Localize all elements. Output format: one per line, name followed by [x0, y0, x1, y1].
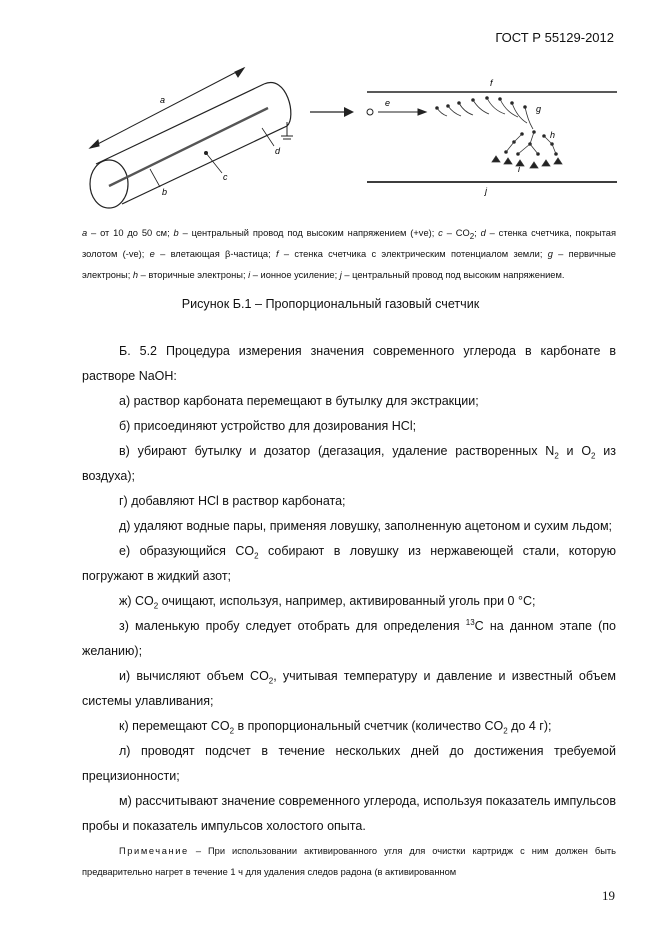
legend-text-e: – влетающая β-частица;	[154, 249, 276, 259]
legend-text-b: – центральный провод под высоким напряжением (+ve);	[178, 228, 439, 238]
item-z-text: з) маленькую пробу следует отобрать для определения	[119, 619, 466, 633]
item-k-sub: 2	[229, 726, 235, 736]
incoming-beta-particle	[367, 109, 426, 115]
item-i-text: , учитывая температуру и давление и известный объем системы улавливания;	[82, 669, 616, 708]
legend-key-e: e	[149, 249, 155, 259]
figure-label-j: j	[485, 186, 487, 196]
note-label: Примечание	[119, 846, 189, 856]
item-k-sub: 2	[503, 726, 508, 736]
item-v-sub: 2	[554, 451, 559, 461]
electron-cascade	[436, 97, 562, 168]
item-i-sub: 2	[268, 676, 274, 686]
item-zh-text: очищают, используя, например, активированный уголь при 0 °С;	[158, 594, 536, 608]
legend-tail-c: ;	[474, 228, 481, 238]
document-header: ГОСТ Р 55129-2012	[495, 30, 614, 45]
list-item	[82, 614, 616, 664]
legend-text-g: – первичные электроны;	[82, 249, 616, 280]
list-item	[82, 589, 616, 614]
item-z-text: C на данном этапе (по желанию);	[82, 619, 616, 658]
item-v-text: в) убирают бутылку и дозатор (дегазация, удаление растворенных N	[119, 444, 555, 458]
figure-label-i: i	[518, 164, 520, 174]
procedure-body	[82, 339, 616, 883]
list-item: б) присоединяют устройство для дозирования HCl;	[119, 419, 417, 433]
item-e-text: собирают в ловушку из нержавеющей стали, которую погружают в жидкий азот;	[82, 544, 616, 583]
item-v-sub: 2	[591, 451, 596, 461]
item-i-text: и) вычисляют объем CO	[119, 669, 269, 683]
item-k-text: к) перемещают CO	[119, 719, 230, 733]
ground-symbol	[281, 122, 293, 139]
list-item	[82, 714, 616, 739]
legend-key-c: c	[438, 228, 443, 238]
legend-text-j: – центральный провод под высоким напряжением.	[341, 270, 565, 280]
legend-key-h: h	[132, 270, 139, 280]
item-v-text: и O	[558, 444, 592, 458]
list-item: д) удаляют водные пары, применяя ловушку, заполненную ацетоном и сухим льдом;	[119, 519, 613, 533]
figure-label-a: a	[160, 95, 166, 105]
legend-key-b: b	[173, 228, 179, 238]
item-z-sup: 13	[465, 617, 475, 627]
legend-text-f: – стенка счетчика с электрическим потенциалом земли;	[278, 249, 548, 259]
legend-text-a: – от 10 до 50 см;	[87, 228, 174, 238]
item-k-text: в пропорциональный счетчик (количество CO	[234, 719, 504, 733]
legend-key-f: f	[275, 249, 279, 259]
figure-label-f: f	[490, 78, 493, 88]
figure-label-c: c	[223, 172, 228, 182]
figure-label-e: e	[385, 98, 391, 108]
list-item: а) раствор карбоната перемещают в бутылку для экстракции;	[119, 394, 479, 408]
figure-legend	[82, 223, 616, 286]
list-item: м) рассчитывают значение современного углерода, используя показатель импульсов пробы и показатель импульсов холостого опыта.	[82, 794, 616, 833]
legend-key-i: i	[248, 270, 251, 280]
procedure-intro: Б. 5.2 Процедура измерения значения современного углерода в карбонате в растворе NaOH:	[82, 344, 616, 383]
legend-key-g: g	[547, 249, 553, 259]
item-zh-text: ж) CO	[119, 594, 154, 608]
legend-key-d: d	[480, 228, 486, 238]
list-item	[82, 664, 616, 714]
figure-label-h: h	[550, 130, 556, 140]
page-number: 19	[602, 888, 615, 903]
legend-text-i: – ионное усиление;	[250, 270, 340, 280]
item-zh-sub: 2	[153, 601, 159, 611]
figure-title: Рисунок Б.1 – Пропорциональный газовый счетчик	[181, 297, 480, 311]
item-v-text: из воздуха);	[82, 444, 616, 483]
item-e-text: е) образующийся CO	[119, 544, 255, 558]
legend-key-j: j	[339, 270, 342, 280]
list-item	[82, 439, 616, 489]
figure-label-b: b	[162, 187, 168, 197]
item-e-sub: 2	[254, 551, 259, 561]
legend-text-d: – стенка счетчика, покрытая золотом (-ve);	[82, 228, 616, 259]
figure-label-g: g	[536, 104, 542, 114]
length-arrow	[90, 68, 244, 148]
list-item: л) проводят подсчет в течение нескольких дней до достижения требуемой прецизионности;	[82, 744, 616, 783]
legend-key-a: a	[82, 228, 88, 238]
item-k-text: до 4 г);	[507, 719, 552, 733]
list-item	[82, 539, 616, 589]
proportional-counter-figure	[82, 62, 622, 212]
legend-text-c: – CO	[442, 228, 470, 238]
legend-text-h: – вторичные электроны;	[138, 270, 249, 280]
note	[82, 841, 616, 883]
figure-label-d: d	[275, 146, 281, 156]
note-text: – При использовании активированного угля для очистки картридж с ним должен быть предварительно нагрет в течение 1 ч для удаления следов радона (в активированном	[82, 846, 616, 877]
legend-sub-c: 2	[469, 231, 475, 241]
list-item: г) добавляют HCl в раствор карбоната;	[119, 494, 346, 508]
